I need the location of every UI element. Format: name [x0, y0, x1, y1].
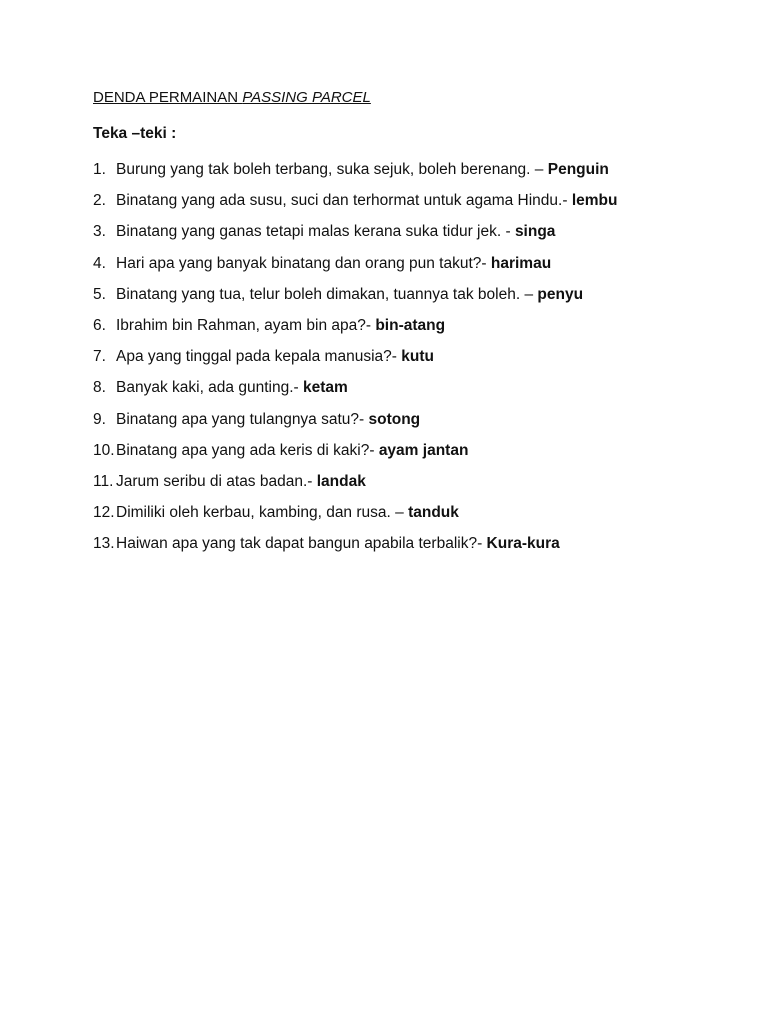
riddle-number: 2.: [93, 192, 106, 210]
riddle-item: [93, 409, 733, 440]
riddle-item: [93, 502, 733, 533]
riddle-item: [93, 159, 733, 190]
riddle-number: 6.: [93, 316, 106, 334]
document-title: [93, 88, 371, 108]
riddle-text: [116, 440, 468, 462]
riddle-text: [116, 409, 420, 431]
riddle-question: Apa yang tinggal pada kepala manusia?-: [116, 348, 402, 366]
riddle-item: [93, 284, 733, 315]
riddle-text: [116, 346, 434, 368]
riddle-question: Banyak kaki, ada gunting.-: [116, 379, 303, 397]
section-subtitle: Teka –teki :: [93, 125, 177, 142]
riddle-number: 13.: [93, 535, 115, 553]
riddle-item: [93, 346, 733, 377]
riddle-text: [116, 190, 617, 212]
riddle-answer: penyu: [537, 285, 584, 303]
riddle-list: [93, 159, 733, 564]
riddle-text: [116, 471, 366, 493]
riddle-answer: tanduk: [408, 504, 459, 522]
riddle-question: Binatang apa yang tulangnya satu?-: [116, 410, 369, 428]
riddle-item: [93, 471, 733, 502]
riddle-item: [93, 190, 733, 221]
riddle-answer: sotong: [368, 410, 421, 428]
title-italic: PASSING PARCEL: [242, 89, 371, 106]
riddle-question: Binatang yang ganas tetapi malas kerana suka tidur jek. -: [116, 223, 515, 241]
riddle-answer: kutu: [401, 348, 434, 366]
riddle-question: Hari apa yang banyak binatang dan orang pun takut?-: [116, 254, 491, 272]
riddle-answer: singa: [514, 223, 556, 241]
riddle-text: [116, 284, 583, 306]
riddle-answer: lembu: [571, 192, 618, 210]
riddle-number: 7.: [93, 348, 106, 366]
riddle-number: 10.: [93, 441, 115, 459]
riddle-answer: Kura-kura: [486, 535, 560, 553]
riddle-question: Jarum seribu di atas badan.-: [116, 472, 317, 490]
riddle-answer: bin-atang: [375, 316, 446, 334]
riddle-text: [116, 533, 560, 555]
riddle-question: Binatang yang tua, telur boleh dimakan, tuannya tak boleh. –: [116, 285, 538, 303]
riddle-item: [93, 533, 733, 564]
riddle-item: [93, 440, 733, 471]
riddle-number: 8.: [93, 379, 106, 397]
riddle-number: 12.: [93, 504, 115, 522]
riddle-text: [116, 502, 459, 524]
riddle-item: [93, 377, 733, 408]
riddle-item: [93, 315, 733, 346]
riddle-question: Ibrahim bin Rahman, ayam bin apa?-: [116, 316, 376, 334]
riddle-question: Burung yang tak boleh terbang, suka sejuk, boleh berenang. –: [116, 161, 548, 178]
riddle-question: Haiwan apa yang tak dapat bangun apabila terbalik?-: [116, 535, 487, 553]
riddle-number: 11.: [93, 472, 114, 490]
riddle-number: 9.: [93, 410, 106, 428]
riddle-answer: ketam: [302, 379, 348, 397]
riddle-answer: Penguin: [547, 161, 609, 178]
riddle-text: [116, 159, 609, 181]
riddle-question: Binatang yang ada susu, suci dan terhormat untuk agama Hindu.-: [116, 192, 572, 210]
riddle-item: [93, 221, 733, 252]
riddle-answer: landak: [316, 472, 366, 490]
title-prefix: DENDA PERMAINAN: [93, 89, 243, 106]
riddle-answer: harimau: [490, 254, 552, 272]
riddle-text: [116, 221, 555, 243]
riddle-text: [116, 315, 445, 337]
riddle-number: 3.: [93, 223, 106, 241]
riddle-text: [116, 253, 551, 275]
riddle-answer: ayam jantan: [378, 441, 469, 459]
riddle-number: 5.: [93, 285, 106, 303]
riddle-item: [93, 253, 733, 284]
riddle-number: 4.: [93, 254, 106, 272]
riddle-number: 1.: [93, 161, 106, 178]
riddle-question: Binatang apa yang ada keris di kaki?-: [116, 441, 379, 459]
riddle-text: [116, 377, 348, 399]
riddle-question: Dimiliki oleh kerbau, kambing, dan rusa. –: [116, 504, 409, 522]
